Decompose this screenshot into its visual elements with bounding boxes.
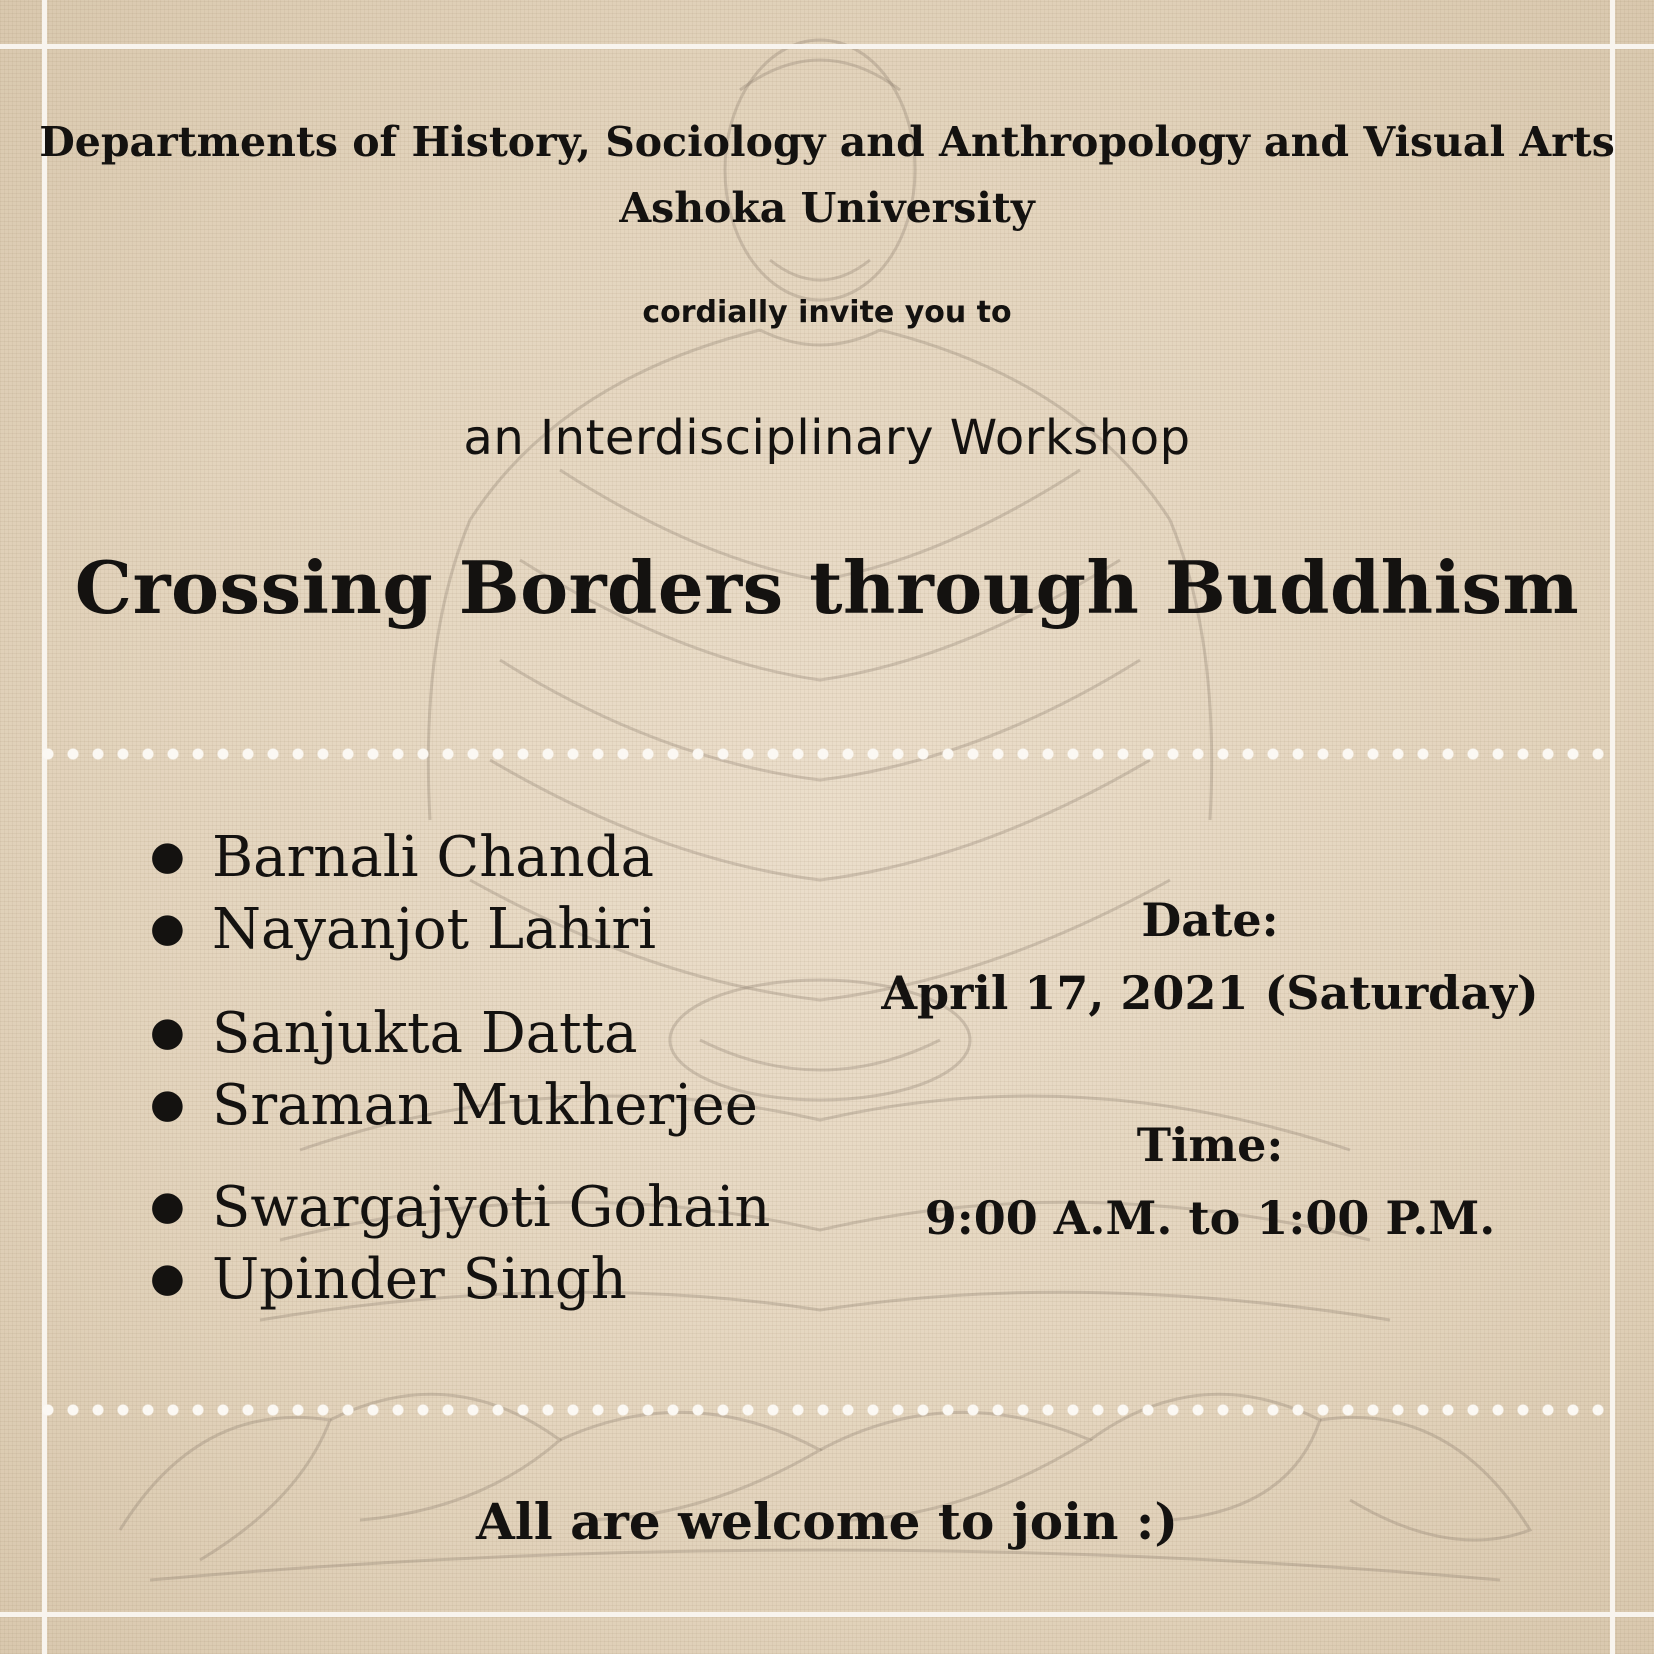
workshop-subtitle: an Interdisciplinary Workshop	[463, 410, 1191, 466]
speaker-name: Sanjukta Datta	[212, 1001, 638, 1066]
speaker-item	[150, 1247, 627, 1312]
bullet-icon: ●	[150, 1254, 185, 1301]
date-label: Date:	[1141, 893, 1279, 947]
speaker-item	[150, 897, 657, 962]
speaker-name: Barnali Chanda	[212, 825, 654, 890]
speaker-name: Nayanjot Lahiri	[212, 897, 657, 962]
department-names: Departments of History, Sociology and Anthropology and Visual Arts	[39, 118, 1615, 166]
university-name: Ashoka University	[619, 184, 1035, 232]
bullet-icon: ●	[150, 1008, 185, 1055]
bullet-icon: ●	[150, 1182, 185, 1229]
frame-line-top	[0, 44, 1654, 49]
speaker-item	[150, 825, 654, 890]
speaker-item	[150, 1073, 758, 1138]
dotted-divider-bottom	[42, 1404, 1612, 1416]
welcome-message: All are welcome to join :)	[475, 1492, 1179, 1551]
dotted-divider-top	[42, 748, 1612, 760]
date-value: April 17, 2021 (Saturday)	[881, 966, 1539, 1020]
speaker-name: Sraman Mukherjee	[212, 1073, 758, 1138]
workshop-title: Crossing Borders through Buddhism	[74, 545, 1580, 630]
speaker-name: Upinder Singh	[212, 1247, 627, 1312]
speaker-name: Swargajyoti Gohain	[212, 1175, 771, 1240]
bullet-icon: ●	[150, 904, 185, 951]
speaker-item	[150, 1001, 638, 1066]
invite-line: cordially invite you to	[642, 295, 1012, 330]
frame-line-bottom	[0, 1612, 1654, 1617]
time-value: 9:00 A.M. to 1:00 P.M.	[924, 1191, 1496, 1245]
bullet-icon: ●	[150, 1080, 185, 1127]
time-label: Time:	[1136, 1118, 1284, 1172]
speaker-item	[150, 1175, 771, 1240]
bullet-icon: ●	[150, 832, 185, 879]
